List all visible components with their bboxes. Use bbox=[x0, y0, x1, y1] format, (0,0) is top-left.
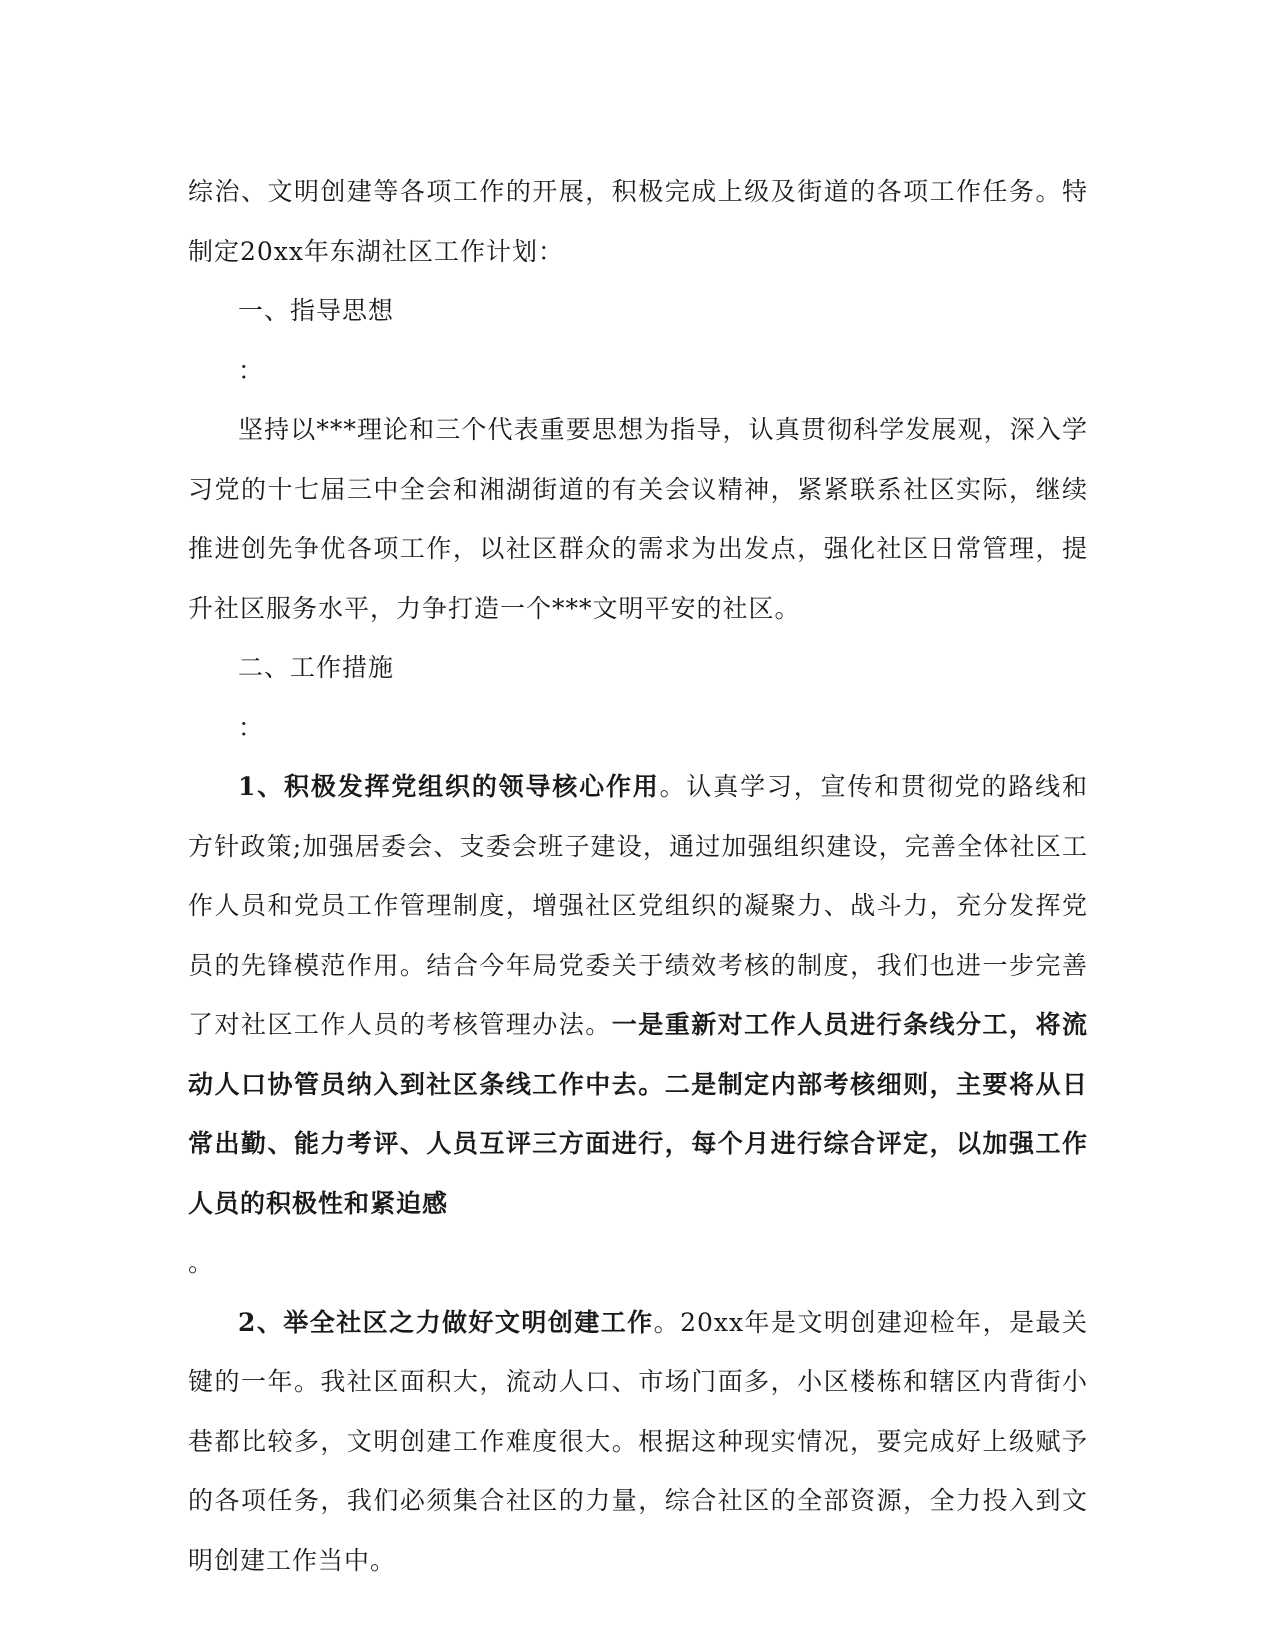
section-heading-work-measures: 二、工作措施 bbox=[238, 653, 395, 682]
section-colon: ： bbox=[238, 712, 265, 742]
measure-item-1-bold-tail: 一是重新对工作人员进行条线分工，将流动人口协管员纳入到社区条线工作中去。二是制定内部考核细则，主要将从日常出勤、能力考评、人员互评三方面进行，每个月进行综合评定，以加强工作人员的积极性和紧迫感 bbox=[188, 1010, 1088, 1218]
measure-item-2-title: 2、举全社区之力做好文明创建工作 bbox=[238, 1307, 654, 1337]
intro-paragraph: 综治、文明创建等各项工作的开展，积极完成上级及街道的各项工作任务。特制定20xx年东湖社区工作计划： bbox=[188, 177, 1088, 266]
measure-item-1 bbox=[188, 757, 1088, 1233]
guiding-ideology-paragraph: 坚持以***理论和三个代表重要思想为指导，认真贯彻科学发展观，深入学习党的十七届三中全会和湘湖街道的有关会议精神，紧紧联系社区实际，继续推进创先争优各项工作，以社区群众的需求为出发点，强化社区日常管理，提升社区服务水平，力争打造一个***文明平安的社区。 bbox=[188, 415, 1088, 623]
document-body bbox=[188, 162, 1088, 1590]
measure-item-1-body: 。认真学习，宣传和贯彻党的路线和方针政策;加强居委会、支委会班子建设，通过加强组织建设，完善全体社区工作人员和党员工作管理制度，增强社区党组织的凝聚力、战斗力，充分发挥党员的先锋模范作用。结合今年局党委关于绩效考核的制度，我们也进一步完善了对社区工作人员的考核管理办法。 bbox=[188, 772, 1088, 1039]
measure-item-1-end-mark: 。 bbox=[188, 1248, 215, 1277]
measure-item-2-body: 。20xx年是文明创建迎检年，是最关键的一年。我社区面积大，流动人口、市场门面多，小区楼栋和辖区内背街小巷都比较多，文明创建工作难度很大。根据这种现实情况，要完成好上级赋予的各项任务，我们必须集合社区的力量，综合社区的全部资源，全力投入到文明创建工作当中。 bbox=[188, 1307, 1088, 1575]
measure-item-1-title: 1、积极发挥党组织的领导核心作用 bbox=[238, 772, 660, 801]
measure-item-2 bbox=[188, 1293, 1088, 1591]
section-heading-guiding-ideology: 一、指导思想 bbox=[238, 296, 395, 325]
section-colon: ： bbox=[238, 355, 265, 385]
